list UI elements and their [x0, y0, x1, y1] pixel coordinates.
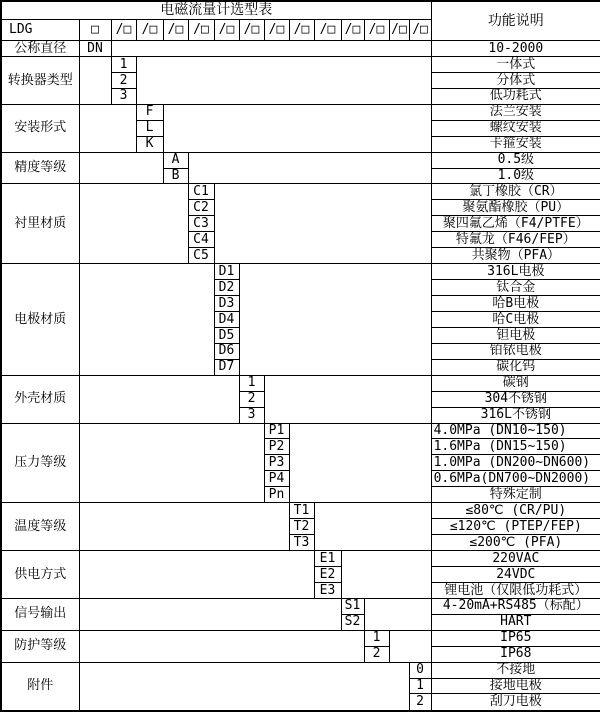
empty-span [79, 423, 264, 503]
empty-span [163, 104, 431, 152]
table-row [1, 152, 600, 168]
empty-span [79, 551, 314, 599]
description-cell: 特氟龙（F46/FEP） [431, 232, 600, 248]
description-cell: 10-2000 [431, 41, 600, 57]
code-cell: T3 [289, 535, 314, 551]
description-cell: 4-20mA+RS485（标配） [431, 598, 600, 614]
empty-span [79, 630, 364, 662]
table-row [1, 662, 600, 678]
code-cell: S1 [341, 598, 364, 614]
code-cell: D2 [214, 280, 239, 296]
code-cell: T2 [289, 519, 314, 535]
code-cell: 2 [364, 646, 389, 662]
code-cell: E3 [314, 582, 341, 598]
category-label: 供电方式 [1, 551, 79, 599]
category-label: 公称直径 [1, 41, 79, 57]
code-slot: /□ [314, 20, 341, 41]
code-cell: 3 [111, 88, 136, 104]
code-cell: D6 [214, 343, 239, 359]
description-cell: 聚氨酯橡胶（PU） [431, 200, 600, 216]
code-cell: E1 [314, 551, 341, 567]
code-cell: T1 [289, 503, 314, 519]
empty-span [79, 104, 136, 152]
code-cell: D7 [214, 359, 239, 375]
code-cell: 1 [409, 678, 431, 694]
code-cell: P2 [264, 439, 289, 455]
code-cell: 0 [409, 662, 431, 678]
empty-span [79, 598, 341, 630]
empty-span [289, 423, 431, 503]
description-cell: 锂电池（仅限低功耗式） [431, 582, 600, 598]
code-slot: /□ [264, 20, 289, 41]
code-cell: C3 [188, 216, 214, 232]
empty-span [79, 264, 214, 376]
code-cell: K [136, 136, 163, 152]
description-cell: 钽电极 [431, 327, 600, 343]
code-cell: C1 [188, 184, 214, 200]
category-label: 衬里材质 [1, 184, 79, 264]
description-cell: 聚四氟乙烯（F4/PTFE） [431, 216, 600, 232]
code-cell: P4 [264, 471, 289, 487]
table-row [1, 41, 600, 57]
function-column-header: 功能说明 [431, 1, 600, 41]
empty-span [79, 184, 188, 264]
description-cell: 24VDC [431, 566, 600, 582]
description-cell: 碳化钨 [431, 359, 600, 375]
description-cell: 氯丁橡胶（CR） [431, 184, 600, 200]
description-cell: ≤120℃ (PTEP/FEP) [431, 519, 600, 535]
code-slot: /□ [289, 20, 314, 41]
description-cell: 铂铱电极 [431, 343, 600, 359]
table-row [1, 375, 600, 391]
code-cell: P3 [264, 455, 289, 471]
description-cell: 刮刀电极 [431, 694, 600, 711]
code-box: □ [79, 20, 111, 41]
code-slot: /□ [188, 20, 214, 41]
code-cell: 1 [111, 56, 136, 72]
description-cell: IP68 [431, 646, 600, 662]
description-cell: 4.0MPa (DN10~150) [431, 423, 600, 439]
category-label: 防护等级 [1, 630, 79, 662]
empty-span [79, 662, 409, 711]
description-cell: 卡箍安装 [431, 136, 600, 152]
description-cell: IP65 [431, 630, 600, 646]
code-slot: /□ [409, 20, 431, 41]
empty-span [79, 56, 111, 104]
table-row [1, 423, 600, 439]
table-row [1, 104, 600, 120]
category-label: 精度等级 [1, 152, 79, 184]
code-cell: C5 [188, 248, 214, 264]
description-cell: 低功耗式 [431, 88, 600, 104]
code-slot: /□ [239, 20, 264, 41]
description-cell: 1.0级 [431, 168, 600, 184]
code-slot: /□ [163, 20, 188, 41]
code-cell: C2 [188, 200, 214, 216]
description-cell: 钛合金 [431, 280, 600, 296]
table-row [1, 56, 600, 72]
empty-span [136, 56, 431, 104]
category-label: 附件 [1, 662, 79, 711]
code-cell: L [136, 120, 163, 136]
category-label: 转换器类型 [1, 56, 79, 104]
code-cell: DN [79, 41, 111, 57]
code-cell: B [163, 168, 188, 184]
description-cell: 0.6MPa(DN700~DN2000) [431, 471, 600, 487]
description-cell: 特殊定制 [431, 487, 600, 503]
code-cell: 1 [239, 375, 264, 391]
description-cell: HART [431, 614, 600, 630]
description-cell: 法兰安装 [431, 104, 600, 120]
table-row [1, 630, 600, 646]
empty-span [214, 184, 431, 264]
description-cell: 接地电极 [431, 678, 600, 694]
code-cell: P1 [264, 423, 289, 439]
code-cell: D5 [214, 327, 239, 343]
empty-span [79, 152, 163, 184]
description-cell: 哈B电极 [431, 296, 600, 312]
table-row [1, 184, 600, 200]
table-row [1, 503, 600, 519]
code-cell: Pn [264, 487, 289, 503]
description-cell: 1.0MPa (DN200~DN600) [431, 455, 600, 471]
empty-span [364, 598, 431, 630]
code-cell: C4 [188, 232, 214, 248]
code-cell: S2 [341, 614, 364, 630]
code-cell: D4 [214, 311, 239, 327]
category-label: 温度等级 [1, 503, 79, 551]
description-cell: 316L电极 [431, 264, 600, 280]
code-slot: /□ [136, 20, 163, 41]
description-cell: 0.5级 [431, 152, 600, 168]
code-cell: 2 [239, 391, 264, 407]
description-cell: 不接地 [431, 662, 600, 678]
description-cell: 哈C电极 [431, 311, 600, 327]
description-cell: ≤80℃ (CR/PU) [431, 503, 600, 519]
code-slot: /□ [111, 20, 136, 41]
table-row [1, 264, 600, 280]
code-cell: D3 [214, 296, 239, 312]
code-slot: /□ [389, 20, 409, 41]
code-cell: 2 [111, 72, 136, 88]
code-cell: 3 [239, 407, 264, 423]
code-slot: /□ [214, 20, 239, 41]
empty-span [79, 375, 239, 423]
description-cell: 220VAC [431, 551, 600, 567]
empty-span [79, 503, 289, 551]
code-slot: /□ [364, 20, 389, 41]
code-cell: F [136, 104, 163, 120]
description-cell: 一体式 [431, 56, 600, 72]
description-cell: 共聚物（PFA） [431, 248, 600, 264]
code-cell: E2 [314, 566, 341, 582]
empty-span [188, 152, 431, 184]
table-row [1, 598, 600, 614]
empty-span [341, 551, 431, 599]
category-label: 外壳材质 [1, 375, 79, 423]
description-cell: ≤200℃ (PFA) [431, 535, 600, 551]
table-body [1, 41, 600, 712]
code-cell: D1 [214, 264, 239, 280]
empty-span [314, 503, 431, 551]
model-prefix: LDG [1, 20, 79, 41]
empty-span [389, 630, 431, 662]
description-cell: 螺纹安装 [431, 120, 600, 136]
description-cell: 304不锈钢 [431, 391, 600, 407]
code-slot: /□ [341, 20, 364, 41]
empty-span [239, 264, 431, 376]
empty-span [111, 41, 431, 57]
code-cell: 1 [364, 630, 389, 646]
category-label: 安装形式 [1, 104, 79, 152]
code-cell: 2 [409, 694, 431, 711]
description-cell: 1.6MPa (DN15~150) [431, 439, 600, 455]
empty-span [264, 375, 431, 423]
description-cell: 分体式 [431, 72, 600, 88]
description-cell: 碳钢 [431, 375, 600, 391]
category-label: 电极材质 [1, 264, 79, 376]
category-label: 压力等级 [1, 423, 79, 503]
table-row [1, 551, 600, 567]
title-row [1, 1, 600, 20]
description-cell: 316L不锈钢 [431, 407, 600, 423]
page-title: 电磁流量计选型表 [1, 1, 431, 20]
category-label: 信号输出 [1, 598, 79, 630]
code-cell: A [163, 152, 188, 168]
